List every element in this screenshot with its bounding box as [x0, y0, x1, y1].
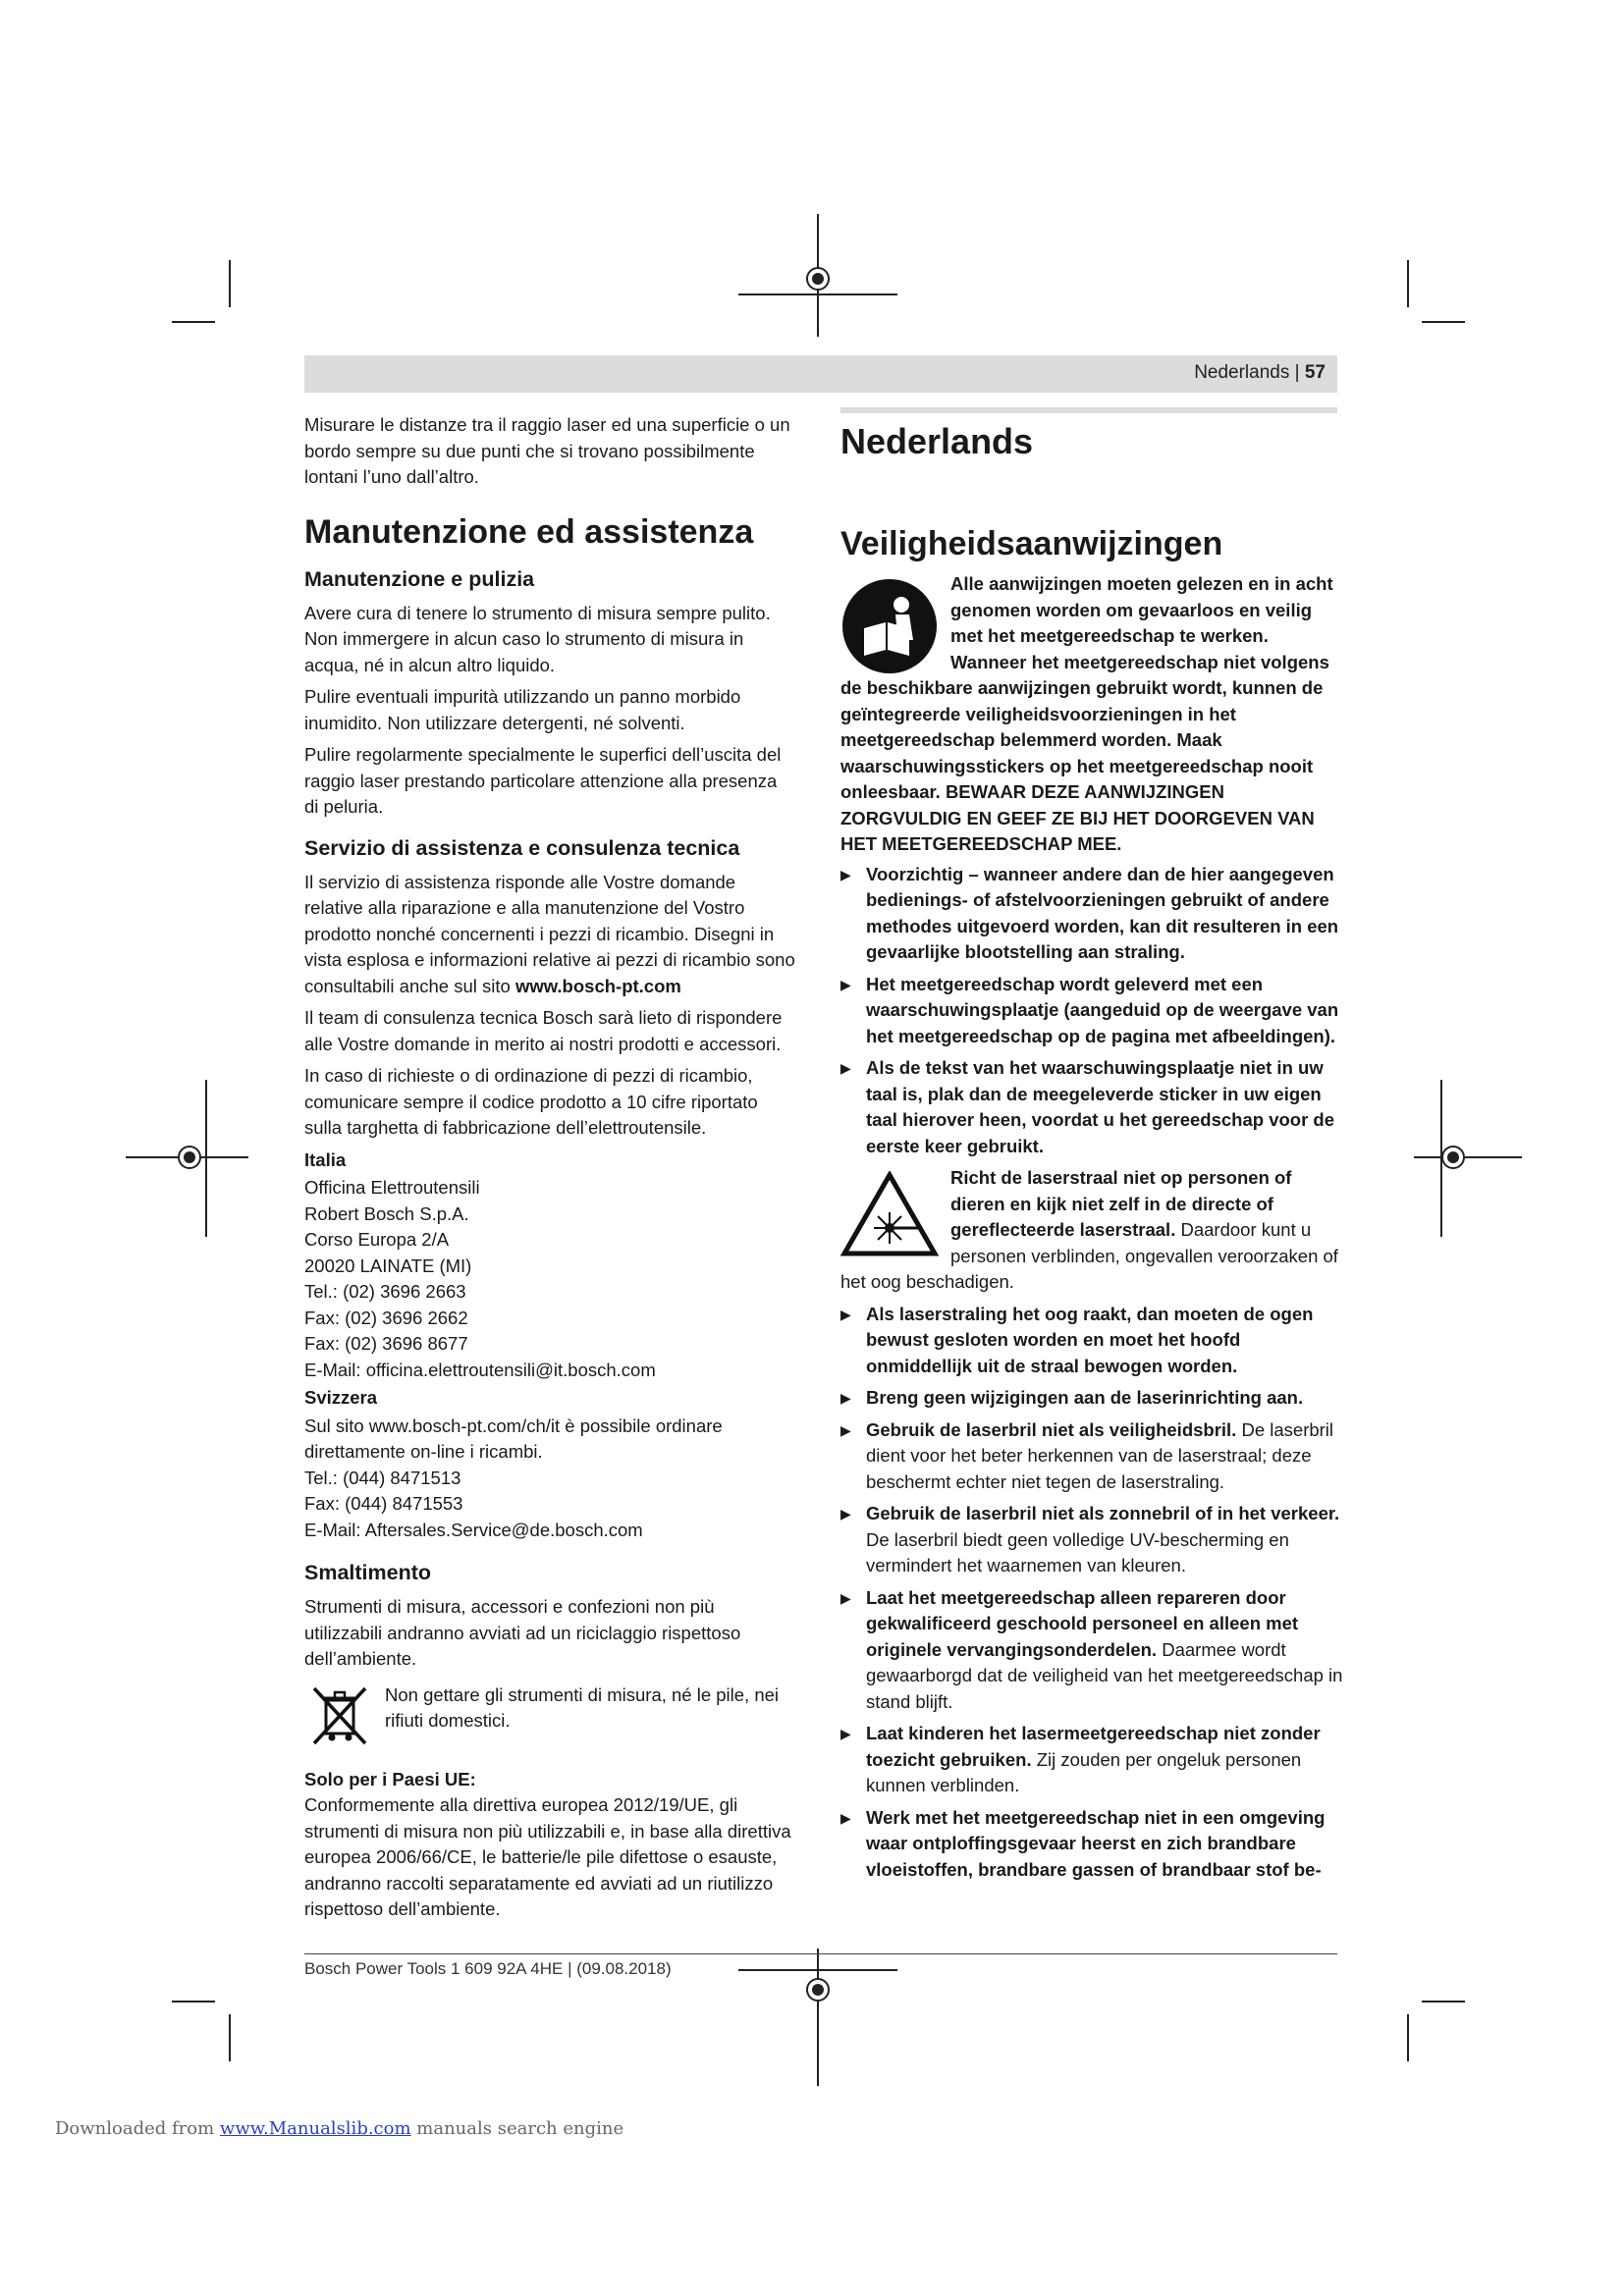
cleaning-paragraph-3: Pulire regolarmente specialmente le superfici dell’uscita del raggio laser prestando particolare attenzione alla presenza di peluria.: [304, 744, 782, 817]
eu-paragraph: Conformemente alla direttiva europea 2012/19/UE, gli strumenti di misura non più utilizzabili e, in base alla direttiva europea 2006/66/CE, le batterie/le pile difettose o esauste, andranno raccolti separatamente ed avviati ad un riutilizzo rispettoso dell’ambiente.: [304, 1794, 791, 1919]
crossed-bin-icon: [304, 1679, 375, 1749]
header-language: Nederlands: [1194, 362, 1290, 383]
heading-maintenance: Manutenzione ed assistenza: [304, 512, 754, 551]
service-paragraph-1: Il servizio di assistenza risponde alle Vostre domande relative alla riparazione e alla manutenzione del Vostro prodotto nonché concernenti i pezzi di ricambio. Disegni in vista esplosa e informazioni relative ai pezzi di ricambio sono consultabili anche sul sito www.bosch-pt.com: [304, 871, 795, 996]
svizzera-label: Svizzera: [304, 1387, 378, 1408]
download-note: [55, 2118, 623, 2139]
address-line: Corso Europa 2/A: [304, 1229, 450, 1250]
bullet-item: ▶ Werk met het meetgereedschap niet in een omgeving waar ontploffingsgevaar heerst en zich brandbare vloeistoffen, brandbare gassen of brandbaar stof be-: [840, 1806, 1326, 1880]
heading-language: Nederlands: [840, 421, 1034, 461]
heading-cleaning: Manutenzione e pulizia: [304, 566, 535, 591]
address-line: Fax: (02) 3696 8677: [304, 1333, 468, 1354]
address-line: Fax: (044) 8471553: [304, 1493, 463, 1514]
page-number: 57: [1304, 362, 1326, 383]
cleaning-paragraph-1: Avere cura di tenere lo strumento di misura sempre pulito. Non immergere in alcun caso lo strumento di misura in acqua, né in alcun altro liquido.: [304, 602, 771, 675]
download-prefix: Downloaded from: [55, 2118, 215, 2139]
service-paragraph-2: Il team di consulenza tecnica Bosch sarà lieto di rispondere alle Vostre domande in merito ai nostri prodotti e accessori.: [304, 1007, 783, 1054]
heading-safety: Veiligheidsaanwijzingen: [840, 525, 1223, 562]
laser-warning-icon: [840, 1171, 939, 1257]
bullet-item: ▶ Het meetgereedschap wordt geleverd met een waarschuwingsplaatje (aangeduid op de weergave van het meetgereedschap op de pagina met afbeeldingen).: [840, 973, 1339, 1046]
disposal-notice: [304, 1679, 795, 1753]
left-column: [304, 412, 795, 1929]
address-line: 20020 LAINATE (MI): [304, 1255, 472, 1276]
language-rule: [840, 407, 1337, 413]
bullet-item: ▶ Als laserstraling het oog raakt, dan moeten de ogen bewust gesloten worden en moet het hoofd onmiddellijk uit de straal bewogen worden.: [840, 1303, 1314, 1376]
right-column: [840, 422, 1343, 1889]
safety-intro: Alle aanwijzingen moeten gelezen en in acht genomen worden om gevaarloos en veilig met het meetgereedschap te werken. Wanneer het meetgereedschap niet volgens de beschikbare aanwijzingen gebruikt wordt, kunnen de geïntegreerde veiligheidsvoorzieningen in het meetgereedschap belemmerd worden. Maak waarschuwingsstickers op het meetgereedschap nooit onleesbaar. BEWAAR DEZE AANWIJZINGEN ZORGVULDIG EN GEEF ZE BIJ HET DOORGEVEN VAN HET MEETGEREEDSCHAP MEE.: [840, 573, 1333, 854]
italia-label: Italia: [304, 1148, 347, 1170]
italia-address: [304, 1175, 795, 1383]
heading-service: Servizio di assistenza e consulenza tecnica: [304, 835, 740, 860]
address-line: Tel.: (02) 3696 2663: [304, 1281, 466, 1302]
address-line: Sul sito www.bosch-pt.com/ch/it è possibile ordinare direttamente on-line i ricambi.: [304, 1415, 723, 1462]
read-manual-icon: [840, 577, 939, 675]
disposal-icon-text: Non gettare gli strumenti di misura, né le pile, nei rifiuti domestici.: [385, 1683, 780, 1731]
address-line: E-Mail: Aftersales.Service@de.bosch.com: [304, 1519, 643, 1540]
manualslib-link[interactable]: www.Manualslib.com: [219, 2118, 411, 2139]
page-header: [304, 355, 1337, 393]
download-suffix: manuals search engine: [416, 2118, 624, 2139]
bullet-item: ▶ Breng geen wijzigingen aan de laserinrichting aan.: [840, 1387, 1304, 1408]
address-line: E-Mail: officina.elettroutensili@it.bosch.com: [304, 1359, 656, 1380]
bullet-item: ▶ Als de tekst van het waarschuwingsplaatje niet in uw taal is, plak dan de meegeleverde sticker in uw eigen taal hierover heen, voordat u het gereedschap voor de eerste keer gebruikt.: [840, 1057, 1335, 1156]
registration-mark-left-icon: [126, 1080, 248, 1237]
svizzera-address: [304, 1414, 795, 1544]
intro-paragraph: Misurare le distanze tra il raggio laser ed una superficie o un bordo sempre su due punti che si trovano possibilmente lontani l’uno dall’altro.: [304, 414, 790, 487]
heading-disposal: Smaltimento: [304, 1561, 432, 1584]
header-label: [1194, 362, 1326, 384]
bullet-item: ▶ Gebruik de laserbril niet als veiligheidsbril. De laserbril dient voor het beter herkennen van de laserstraal; deze beschermt echter niet tegen de laserstraling.: [840, 1418, 1334, 1492]
service-url[interactable]: www.bosch-pt.com: [514, 975, 681, 996]
bullet-item: ▶ Gebruik de laserbril niet als zonnebril of in het verkeer. De laserbril biedt geen volledige UV-bescherming en vermindert het waarnemen van kleuren.: [840, 1503, 1340, 1575]
registration-mark-right-icon: [1375, 1080, 1522, 1237]
eu-label: Solo per i Paesi UE:: [304, 1768, 476, 1789]
address-line: Robert Bosch S.p.A.: [304, 1202, 469, 1224]
registration-mark-bottom-icon: [738, 1949, 897, 2086]
bullet-item: ▶ Laat het meetgereedschap alleen repareren door gekwalificeerd geschoold personeel en alleen met originele vervangingsonderdelen. Daarmee wordt gewaarborgd dat de veiligheid van het meetgereedschap in stand blijft.: [840, 1586, 1343, 1712]
address-line: Tel.: (044) 8471513: [304, 1467, 461, 1488]
registration-mark-top-icon: [738, 214, 897, 351]
address-line: Officina Elettroutensili: [304, 1177, 480, 1198]
bullet-item: ▶ Voorzichtig – wanneer andere dan de hier aangegeven bedienings- of afstelvoorzieningen gebruikt of andere methodes uitgevoerd worden, kan dit resulteren in een gevaarlijke blootstelling aan straling.: [840, 863, 1339, 962]
bullet-item: ▶ Laat kinderen het lasermeetgereedschap niet zonder toezicht gebruiken. Zij zouden per ongeluk personen kunnen verblinden.: [840, 1723, 1321, 1795]
address-line: Fax: (02) 3696 2662: [304, 1307, 468, 1328]
header-separator: |: [1294, 362, 1300, 383]
service-paragraph-3: In caso di richieste o di ordinazione di pezzi di ricambio, comunicare sempre il codice prodotto a 10 cifre riportato sulla targhetta di fabbricazione dell’elettroutensile.: [304, 1065, 758, 1138]
footer-rule: [304, 1953, 1337, 1954]
footer-text: Bosch Power Tools 1 609 92A 4HE | (09.08.2018): [304, 1959, 672, 1978]
cleaning-paragraph-2: Pulire eventuali impurità utilizzando un panno morbido inumidito. Non utilizzare detergenti, né solventi.: [304, 686, 741, 733]
disposal-paragraph: Strumenti di misura, accessori e confezioni non più utilizzabili andranno avviati ad un riciclaggio rispettoso dell’ambiente.: [304, 1596, 741, 1669]
laser-warning: Richt de laserstraal niet op personen of dieren en kijk niet zelf in de directe of gereflecteerde laserstraal. Daardoor kunt u personen verblinden, ongevallen veroorzaken of het oog beschadigen.: [840, 1167, 1338, 1292]
